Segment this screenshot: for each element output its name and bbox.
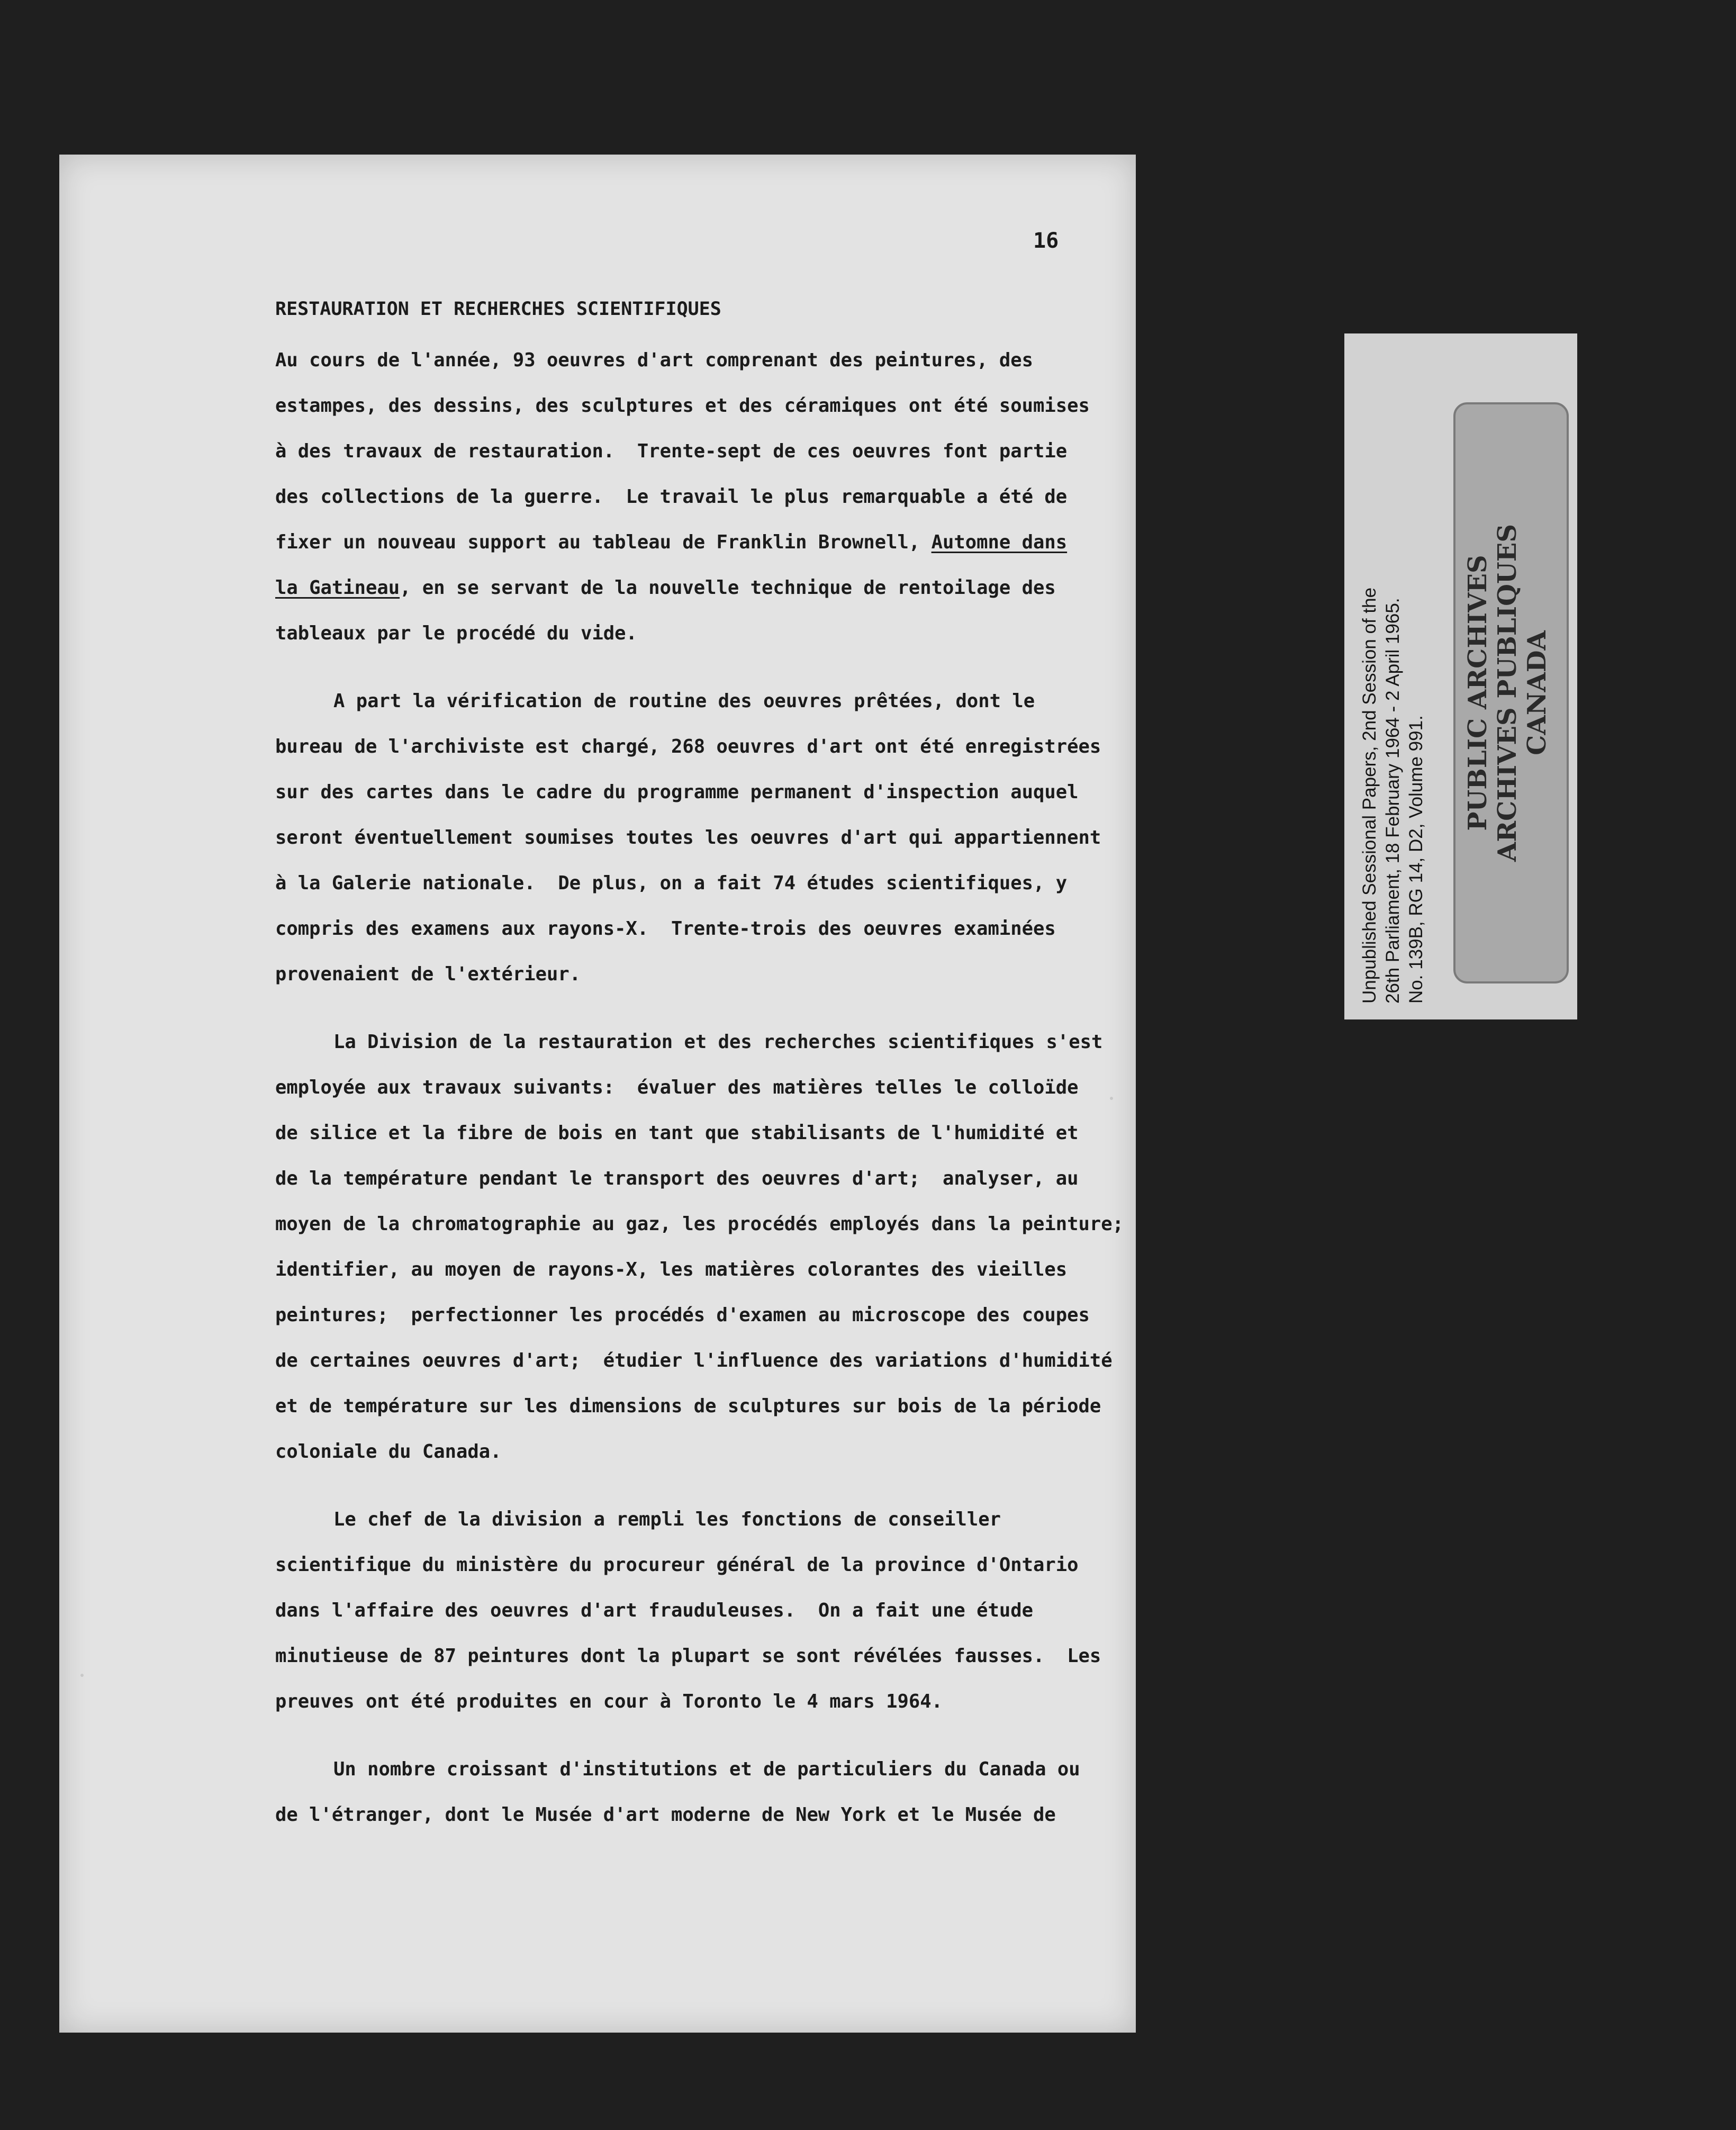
archive-caption <box>1358 349 1443 1004</box>
underlined-title: Automne dans <box>931 531 1068 553</box>
text-line <box>275 1338 1122 1384</box>
text-line <box>275 1156 1122 1202</box>
paper-speck <box>1110 1097 1113 1100</box>
line-text: estampes, des dessins, des sculptures et des céramiques ont été soumises <box>275 395 1090 417</box>
text-line <box>275 1384 1122 1429</box>
line-text: peintures; perfectionner les procédés d'examen au microscope des coupes <box>275 1304 1090 1326</box>
text-line <box>275 952 1122 997</box>
text-line <box>275 1679 1122 1725</box>
line-text: moyen de la chromatographie au gaz, les procédés employés dans la peinture; <box>275 1213 1124 1235</box>
archives-stamp <box>1453 402 1569 983</box>
section-heading: RESTAURATION ET RECHERCHES SCIENTIFIQUES <box>275 299 721 320</box>
document-page <box>59 155 1136 2033</box>
line-text: de l'étranger, dont le Musée d'art moderne de New York et le Musée de <box>275 1804 1056 1826</box>
line-text: de certaines oeuvres d'art; étudier l'influence des variations d'humidité <box>275 1350 1113 1371</box>
paper-speck <box>80 1674 84 1677</box>
text-line <box>275 1497 1122 1542</box>
line-text: identifier, au moyen de rayons-X, les matières colorantes des vieilles <box>275 1259 1068 1280</box>
line-text: compris des examens aux rayons-X. Trente-trois des oeuvres examinées <box>275 918 1056 940</box>
text-line <box>275 1293 1122 1338</box>
body-paragraph <box>275 1497 1122 1725</box>
stamp-line: PUBLIC ARCHIVES <box>1463 555 1493 831</box>
text-line <box>275 520 1122 565</box>
text-line <box>275 565 1122 611</box>
line-text: minutieuse de 87 peintures dont la plupart se sont révélées fausses. Les <box>275 1645 1101 1667</box>
archive-reference-card <box>1344 333 1577 1019</box>
line-text: employée aux travaux suivants: évaluer des matières telles le colloïde <box>275 1077 1079 1098</box>
line-text: Au cours de l'année, 93 oeuvres d'art comprenant des peintures, des <box>275 349 1033 371</box>
line-text: coloniale du Canada. <box>275 1441 502 1463</box>
text-line <box>275 1747 1122 1792</box>
line-text: dans l'affaire des oeuvres d'art frauduleuses. On a fait une étude <box>275 1600 1033 1621</box>
line-text: fixer un nouveau support au tableau de Franklin Brownell, <box>275 531 932 553</box>
body-paragraph <box>275 1019 1122 1475</box>
text-line <box>275 1111 1122 1156</box>
line-text: de la température pendant le transport des oeuvres d'art; analyser, au <box>275 1168 1079 1189</box>
line-text: provenaient de l'extérieur. <box>275 963 581 985</box>
archive-caption-line: No. 139B, RG 14, D2, Volume 991. <box>1406 715 1426 1004</box>
stamp-line: CANADA <box>1522 630 1552 755</box>
text-line <box>275 770 1122 815</box>
line-text: bureau de l'archiviste est chargé, 268 oeuvres d'art ont été enregistrées <box>275 736 1101 757</box>
line-text: Le chef de la division a rempli les fonctions de conseiller <box>333 1509 1001 1530</box>
text-line <box>275 1633 1122 1679</box>
line-text: des collections de la guerre. Le travail le plus remarquable a été de <box>275 486 1068 508</box>
text-line <box>275 861 1122 906</box>
line-text: sur des cartes dans le cadre du programme permanent d'inspection auquel <box>275 781 1079 803</box>
line-text: seront éventuellement soumises toutes les oeuvres d'art qui appartiennent <box>275 827 1101 849</box>
line-text: à des travaux de restauration. Trente-sept de ces oeuvres font partie <box>275 440 1068 462</box>
text-line <box>275 1247 1122 1293</box>
line-text: de silice et la fibre de bois en tant que stabilisants de l'humidité et <box>275 1122 1079 1144</box>
line-text: à la Galerie nationale. De plus, on a fait 74 études scientifiques, y <box>275 872 1068 894</box>
body-paragraph <box>275 338 1122 656</box>
archive-caption-line: 26th Parliament, 18 February 1964 - 2 April 1965. <box>1382 598 1403 1004</box>
text-line <box>275 1019 1122 1065</box>
text-line <box>275 383 1122 429</box>
body-paragraph <box>275 679 1122 997</box>
text-line <box>275 1792 1122 1838</box>
text-line <box>275 906 1122 952</box>
text-line <box>275 474 1122 520</box>
archive-caption-line: Unpublished Sessional Papers, 2nd Session of the <box>1359 587 1380 1004</box>
text-line <box>275 611 1122 656</box>
text-line <box>275 679 1122 724</box>
body-paragraph <box>275 1747 1122 1838</box>
page-number: 16 <box>1033 229 1059 253</box>
text-line <box>275 1065 1122 1111</box>
line-text: A part la vérification de routine des oeuvres prêtées, dont le <box>333 690 1035 712</box>
stamp-line: ARCHIVES PUBLIQUES <box>1493 524 1522 862</box>
line-text: preuves ont été produites en cour à Toronto le 4 mars 1964. <box>275 1691 943 1712</box>
line-text: tableaux par le procédé du vide. <box>275 622 637 644</box>
line-text: La Division de la restauration et des recherches scientifiques s'est <box>333 1031 1103 1053</box>
paragraph-list <box>275 338 1122 1838</box>
line-text: scientifique du ministère du procureur général de la province d'Ontario <box>275 1554 1079 1576</box>
text-line <box>275 1542 1122 1588</box>
underlined-title: la Gatineau <box>275 577 400 599</box>
document-body <box>275 293 1122 1860</box>
text-line <box>275 429 1122 474</box>
line-text: Un nombre croissant d'institutions et de particuliers du Canada ou <box>333 1758 1080 1780</box>
text-line <box>275 1588 1122 1633</box>
text-line <box>275 1429 1122 1475</box>
text-line <box>275 724 1122 770</box>
line-text: , en se servant de la nouvelle technique de rentoilage des <box>400 577 1056 599</box>
text-line <box>275 815 1122 861</box>
text-line <box>275 1202 1122 1247</box>
archives-stamp-text <box>1463 447 1558 939</box>
line-text: et de température sur les dimensions de sculptures sur bois de la période <box>275 1395 1101 1417</box>
text-line <box>275 338 1122 383</box>
